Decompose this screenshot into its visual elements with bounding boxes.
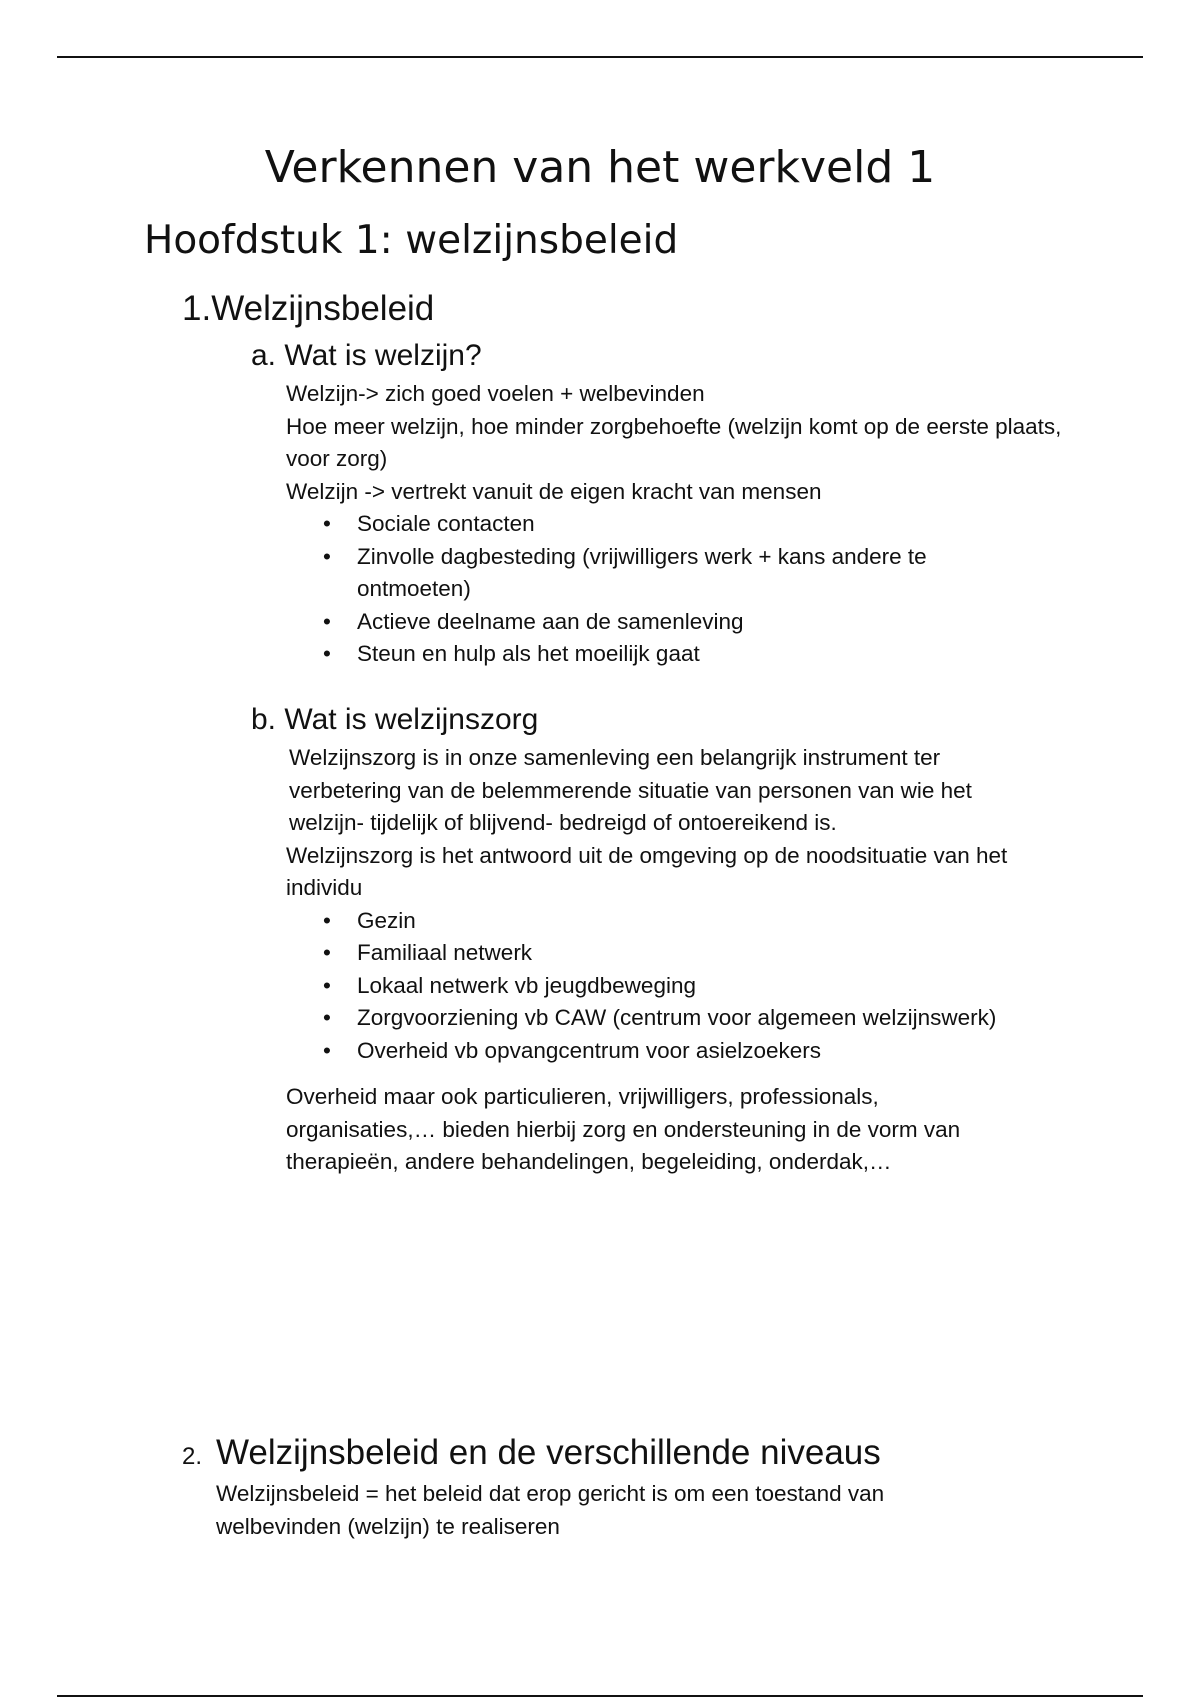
list-item: • Steun en hulp als het moeilijk gaat [286, 638, 1006, 671]
paragraph: Welzijn-> zich goed voelen + welbevinden [286, 381, 705, 406]
bullet-icon: • [323, 641, 331, 666]
subsection-a-letter: a. [251, 339, 277, 372]
bullet-list [286, 905, 1066, 1068]
bullet-icon: • [323, 1005, 331, 1030]
bottom-rule [57, 1695, 1143, 1697]
bullet-list [286, 508, 1006, 671]
list-item: • Actieve deelname aan de samenleving [286, 606, 1006, 639]
paragraph: Hoe meer welzijn, hoe minder zorgbehoefte (welzijn komt op de eerste plaats, voor zorg) [286, 413, 1062, 471]
subsection-a-title: Wat is welzijn? [284, 339, 482, 372]
bullet-icon: • [323, 940, 331, 965]
bullet-icon: • [323, 511, 331, 536]
subsection-b-title: Wat is welzijnszorg [284, 703, 539, 736]
bullet-icon: • [323, 907, 331, 933]
section-2-number: 2. [182, 1443, 203, 1470]
section-1-title: Welzijnsbeleid [211, 289, 435, 328]
bullet-icon: • [323, 1037, 331, 1063]
paragraph: Welzijnsbeleid = het beleid dat erop gericht is om een toestand van welbevinden (welzijn) te realiseren [216, 1481, 885, 1539]
section-1-heading [182, 288, 434, 330]
paragraph: Welzijnszorg is het antwoord uit de omgeving op de noodsituatie van het individu [286, 842, 1008, 900]
paragraph: Welzijnszorg is in onze samenleving een belangrijk instrument ter verbetering van de belemmerende situatie van personen van wie het welzijn- tijdelijk of blijvend- bedreigd of ontoereikend is. [289, 745, 972, 835]
paragraph: Welzijn -> vertrekt vanuit de eigen kracht van mensen [286, 478, 822, 504]
list-item: • Lokaal netwerk vb jeugdbeweging [286, 970, 1066, 1003]
section-2-heading [182, 1432, 881, 1478]
subsection-b-letter: b. [251, 703, 277, 736]
chapter-heading: Hoofdstuk 1: welzijnsbeleid [144, 218, 679, 263]
bullet-icon: • [323, 543, 331, 569]
list-item: • Zinvolle dagbesteding (vrijwilligers werk + kans andere te ontmoeten) [286, 541, 1006, 606]
subsection-a-body [286, 378, 1076, 671]
section-2-body [216, 1478, 976, 1543]
list-item: • Zorgvoorziening vb CAW (centrum voor algemeen welzijnswerk) [286, 1002, 1066, 1035]
subsection-b-heading [251, 702, 538, 738]
bullet-icon: • [323, 972, 331, 998]
top-rule [57, 56, 1143, 58]
list-item: • Overheid vb opvangcentrum voor asielzoekers [286, 1035, 1066, 1068]
list-item: • Sociale contacten [286, 508, 1006, 541]
document-title: Verkennen van het werkveld 1 [264, 142, 936, 193]
list-item: • Gezin [286, 905, 1066, 938]
subsection-a-heading [251, 338, 482, 374]
subsection-b-body [286, 742, 1066, 1179]
bullet-icon: • [323, 608, 331, 634]
paragraph: Overheid maar ook particulieren, vrijwilligers, professionals, organisaties,… bieden hierbij zorg en ondersteuning in de vorm van therapieën, andere behandelingen, begeleiding, onderdak,… [286, 1084, 961, 1174]
section-1-number: 1. [182, 289, 212, 328]
section-2-title: Welzijnsbeleid en de verschillende niveaus [216, 1433, 881, 1472]
list-item: • Familiaal netwerk [286, 937, 1066, 970]
